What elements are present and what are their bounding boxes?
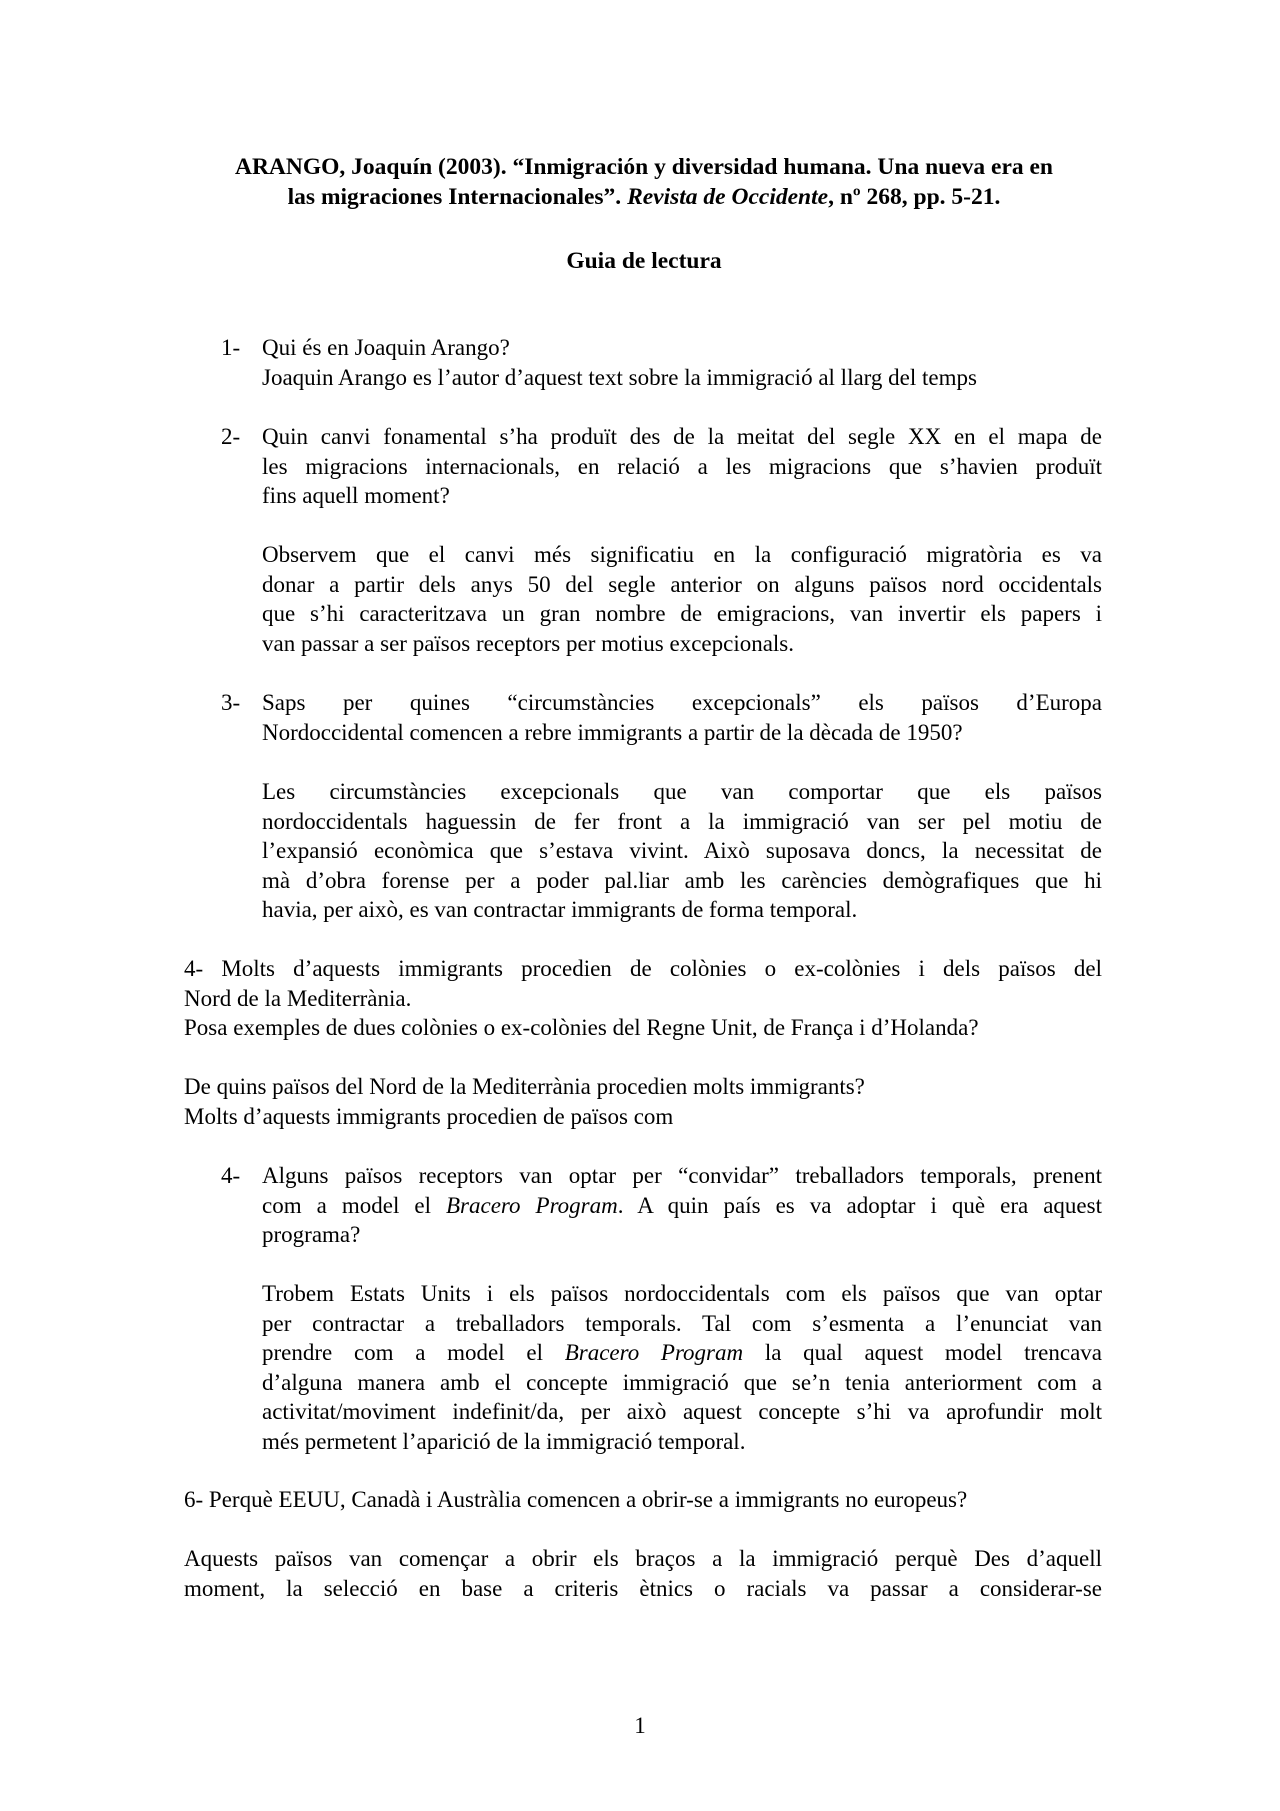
q2-answer-line-3: que s’hi caracteritzava un gran nombre de emigracions, van invertir els papers i bbox=[262, 601, 1102, 627]
q4b-question-line-1: Alguns països receptors van optar per “convidar” treballadors temporals, prenent bbox=[262, 1163, 1102, 1188]
q1-question: Qui és en Joaquin Arango? bbox=[262, 335, 510, 360]
q4a-line-1: 4- Molts d’aquests immigrants procedien de colònies o ex-colònies i dels països del bbox=[184, 956, 1102, 981]
title-line-2 bbox=[160, 182, 1128, 212]
journal-name: Revista de Occidente bbox=[627, 184, 829, 210]
q3-question bbox=[262, 688, 1102, 747]
q6-answer bbox=[184, 1544, 1102, 1603]
q4b-question bbox=[262, 1161, 1102, 1250]
q2-answer bbox=[262, 540, 1102, 658]
q2-question-line-3: fins aquell moment? bbox=[262, 483, 450, 509]
page-number: 1 bbox=[634, 1713, 646, 1738]
q4b-answer-line-4: d’alguna manera amb el concepte immigració que se’n tenia anteriorment com a bbox=[262, 1369, 1102, 1395]
q2-answer-line-2: donar a partir dels anys 50 del segle anterior on alguns països nord occidentals bbox=[262, 571, 1102, 597]
q3-question-line-2: Nordoccidental comencen a rebre immigrants a partir de la dècada de 1950? bbox=[262, 719, 963, 745]
q2-question bbox=[262, 422, 1102, 511]
q1-answer: Joaquin Arango es l’autor d’aquest text sobre la immigració al llarg del temps bbox=[262, 364, 977, 390]
title-line-2-start: las migraciones Internacionales”. bbox=[287, 184, 628, 210]
q3-answer-line-2: nordoccidentals haguessin de fer front a la immigració van ser pel motiu de bbox=[262, 808, 1102, 834]
q4a-line-4: De quins països del Nord de la Mediterrània procedien molts immigrants? bbox=[184, 1074, 865, 1099]
q6-question-line: 6- Perquè EEUU, Canadà i Austràlia comencen a obrir-se a immigrants no europeus? bbox=[184, 1487, 968, 1512]
q3-question-line-1: Saps per quines “circumstàncies excepcionals” els països d’Europa bbox=[262, 690, 1102, 715]
q6-answer-line-1: Aquests països van començar a obrir els braços a la immigració perquè Des d’aquell bbox=[184, 1546, 1102, 1571]
q4b-question-line-2 bbox=[262, 1191, 1102, 1221]
q4b-answer-line-3-start: prendre com a model el bbox=[262, 1340, 565, 1366]
q4a-line-2: Nord de la Mediterrània. bbox=[184, 985, 412, 1011]
q4b-question-line-2-start: com a model el bbox=[262, 1192, 446, 1218]
document-subtitle: Guia de lectura bbox=[566, 248, 722, 274]
q4b-answer-line-6: més permetent l’aparició de la immigració temporal. bbox=[262, 1428, 746, 1454]
title-line-1: ARANGO, Joaquín (2003). “Inmigración y diversidad humana. Una nueva era en bbox=[234, 154, 1053, 180]
q4b-answer-line-3-end: la qual aquest model trencava bbox=[743, 1340, 1102, 1366]
q2-answer-line-4: van passar a ser països receptors per motius excepcionals. bbox=[262, 630, 795, 656]
q4b-question-line-3: programa? bbox=[262, 1222, 361, 1248]
q4b-answer-line-3 bbox=[262, 1338, 1102, 1368]
document-title bbox=[160, 152, 1128, 212]
q1-number: 1- bbox=[221, 335, 241, 360]
q3-answer-line-5: havia, per això, es van contractar immigrants de forma temporal. bbox=[262, 897, 858, 923]
q4b-answer-line-5: activitat/moviment indefinit/da, per això aquest concepte s’hi va aprofundir molt bbox=[262, 1399, 1102, 1425]
q4a-line-3: Posa exemples de dues colònies o ex-colònies del Regne Unit, de França i d’Holanda? bbox=[184, 1015, 979, 1041]
q2-question-line-1: Quin canvi fonamental s’ha produït des de la meitat del segle XX en el mapa de bbox=[262, 424, 1102, 449]
q4a-block-2 bbox=[184, 1072, 1102, 1131]
q4b-answer-line-2: per contractar a treballadors temporals. Tal com s’esmenta a l’enunciat van bbox=[262, 1310, 1102, 1336]
q3-number: 3- bbox=[221, 690, 241, 715]
q2-number: 2- bbox=[221, 424, 241, 449]
q3-answer-line-3: l’expansió econòmica que s’estava vivint. Això suposava doncs, la necessitat de bbox=[262, 838, 1102, 864]
q3-answer-line-1: Les circumstàncies excepcionals que van comportar que els països bbox=[262, 779, 1102, 804]
title-line-2-end: , nº 268, pp. 5-21. bbox=[828, 184, 1001, 210]
q2-answer-line-1: Observem que el canvi més significatiu en la configuració migratòria es va bbox=[262, 542, 1102, 567]
q4b-question-line-2-end: . A quin país es va adoptar i què era aquest bbox=[617, 1192, 1102, 1218]
bracero-program-term-2: Bracero Program bbox=[564, 1340, 744, 1366]
q4a-block bbox=[184, 954, 1102, 1043]
q1-block bbox=[262, 333, 1102, 392]
q3-answer-line-4: mà d’obra forense per a poder pal.liar amb les carències demògrafiques que hi bbox=[262, 867, 1102, 893]
q3-answer bbox=[262, 777, 1102, 925]
q2-question-line-2: les migracions internacionals, en relació a les migracions que s’havien produït bbox=[262, 453, 1102, 479]
q6-answer-line-2: moment, la selecció en base a criteris ètnics o racials va passar a considerar-se bbox=[184, 1575, 1102, 1601]
q4b-answer bbox=[262, 1279, 1102, 1457]
q6-question bbox=[184, 1485, 1102, 1515]
q4b-answer-line-1: Trobem Estats Units i els països nordoccidentals com els països que van optar bbox=[262, 1281, 1102, 1306]
q4a-line-5: Molts d’aquests immigrants procedien de països com bbox=[184, 1103, 674, 1129]
bracero-program-term: Bracero Program bbox=[445, 1192, 618, 1218]
q4b-number: 4- bbox=[221, 1163, 241, 1188]
